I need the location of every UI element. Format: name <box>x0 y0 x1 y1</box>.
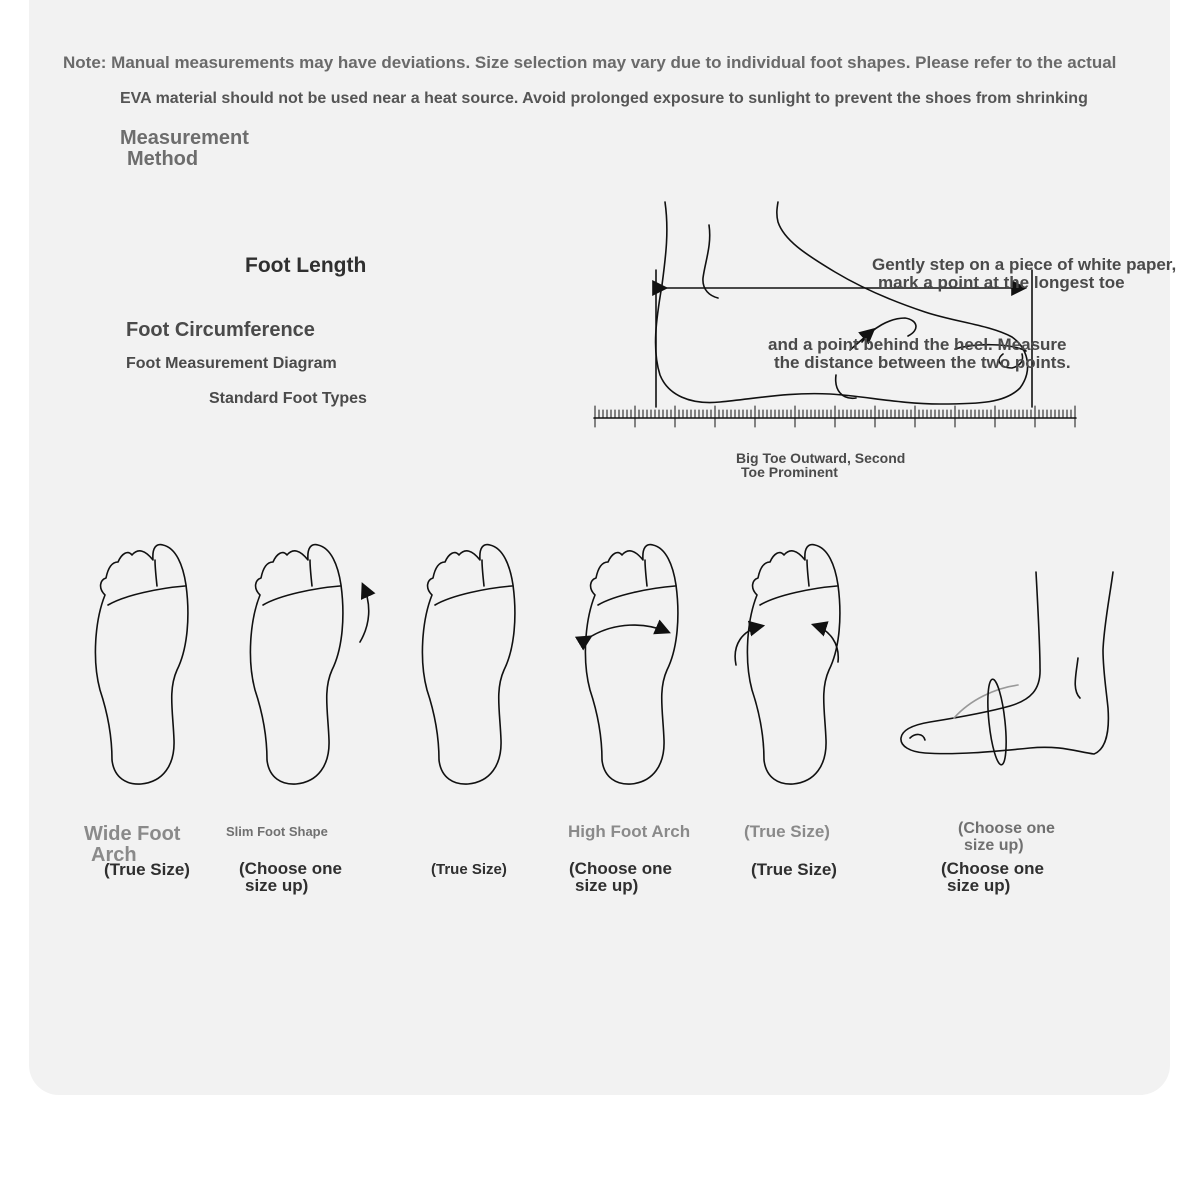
size-rec-2-line2: size up) <box>245 876 309 895</box>
size-rec-6-line2: size up) <box>947 876 1011 895</box>
size-recommendation-1: (True Size) <box>104 860 190 879</box>
foot-circumference-illustration <box>901 572 1113 766</box>
foot-circumference-label: Foot Circumference <box>126 319 315 341</box>
size-rec-2-line1: (Choose one <box>239 859 342 878</box>
instruction-step1 <box>872 256 1176 292</box>
slim-foot-label: Slim Foot Shape <box>226 824 328 839</box>
instruction-line3: and a point behind the heel. Measure <box>768 335 1067 354</box>
size-recommendation-2 <box>239 860 342 894</box>
instruction-line2: mark a point at the longest toe <box>878 273 1125 292</box>
big-toe-line1: Big Toe Outward, Second <box>736 450 906 466</box>
size-rec-4-line1: (Choose one <box>569 859 672 878</box>
size-recommendation-6 <box>941 860 1044 894</box>
footprint-icon <box>250 545 342 785</box>
size-recommendation-4 <box>569 860 672 894</box>
material-note: EVA material should not be used near a heat source. Avoid prolonged exposure to sunlight to prevent the shoes from shrinking <box>120 90 1088 107</box>
high-arch-label: High Foot Arch <box>568 822 691 841</box>
arrow-icon <box>590 625 668 637</box>
choose-size-line1: (Choose one <box>958 820 1055 837</box>
arrow-icon <box>735 626 762 665</box>
footprint-icon <box>585 545 677 785</box>
size-rec-4-line2: size up) <box>575 876 639 895</box>
instruction-step2 <box>768 336 1071 372</box>
true-size-label: (True Size) <box>744 822 830 841</box>
choose-size-label <box>958 820 1055 854</box>
standard-foot-types-label: Standard Foot Types <box>209 390 367 407</box>
foot-diagram-label: Foot Measurement Diagram <box>126 355 337 372</box>
foot-length-label: Foot Length <box>245 254 367 277</box>
footprint-icon <box>747 545 839 785</box>
instruction-line1: Gently step on a piece of white paper, <box>872 255 1177 274</box>
wide-foot-line1: Wide Foot <box>84 823 181 845</box>
method-title-line1: Measurement <box>120 127 249 149</box>
size-rec-6-line1: (Choose one <box>941 859 1044 878</box>
footprint-icon <box>422 545 514 785</box>
big-toe-label <box>736 451 905 479</box>
wide-foot-line2: Arch <box>91 844 137 866</box>
instruction-line4: the distance between the two points. <box>774 353 1071 372</box>
measurement-note: Note: Manual measurements may have deviations. Size selection may vary due to individual foot shapes. Please refer to the actual <box>63 53 1117 72</box>
foot-side-measure-illustration <box>656 202 1032 407</box>
size-recommendation-3: (True Size) <box>431 861 507 878</box>
method-title-line2: Method <box>127 148 199 170</box>
choose-size-line2: size up) <box>964 837 1024 854</box>
big-toe-line2: Toe Prominent <box>741 464 838 480</box>
ruler-icon <box>594 406 1076 427</box>
size-recommendation-5: (True Size) <box>751 860 837 879</box>
footprint-icon <box>95 545 187 785</box>
arrow-icon <box>360 585 369 642</box>
